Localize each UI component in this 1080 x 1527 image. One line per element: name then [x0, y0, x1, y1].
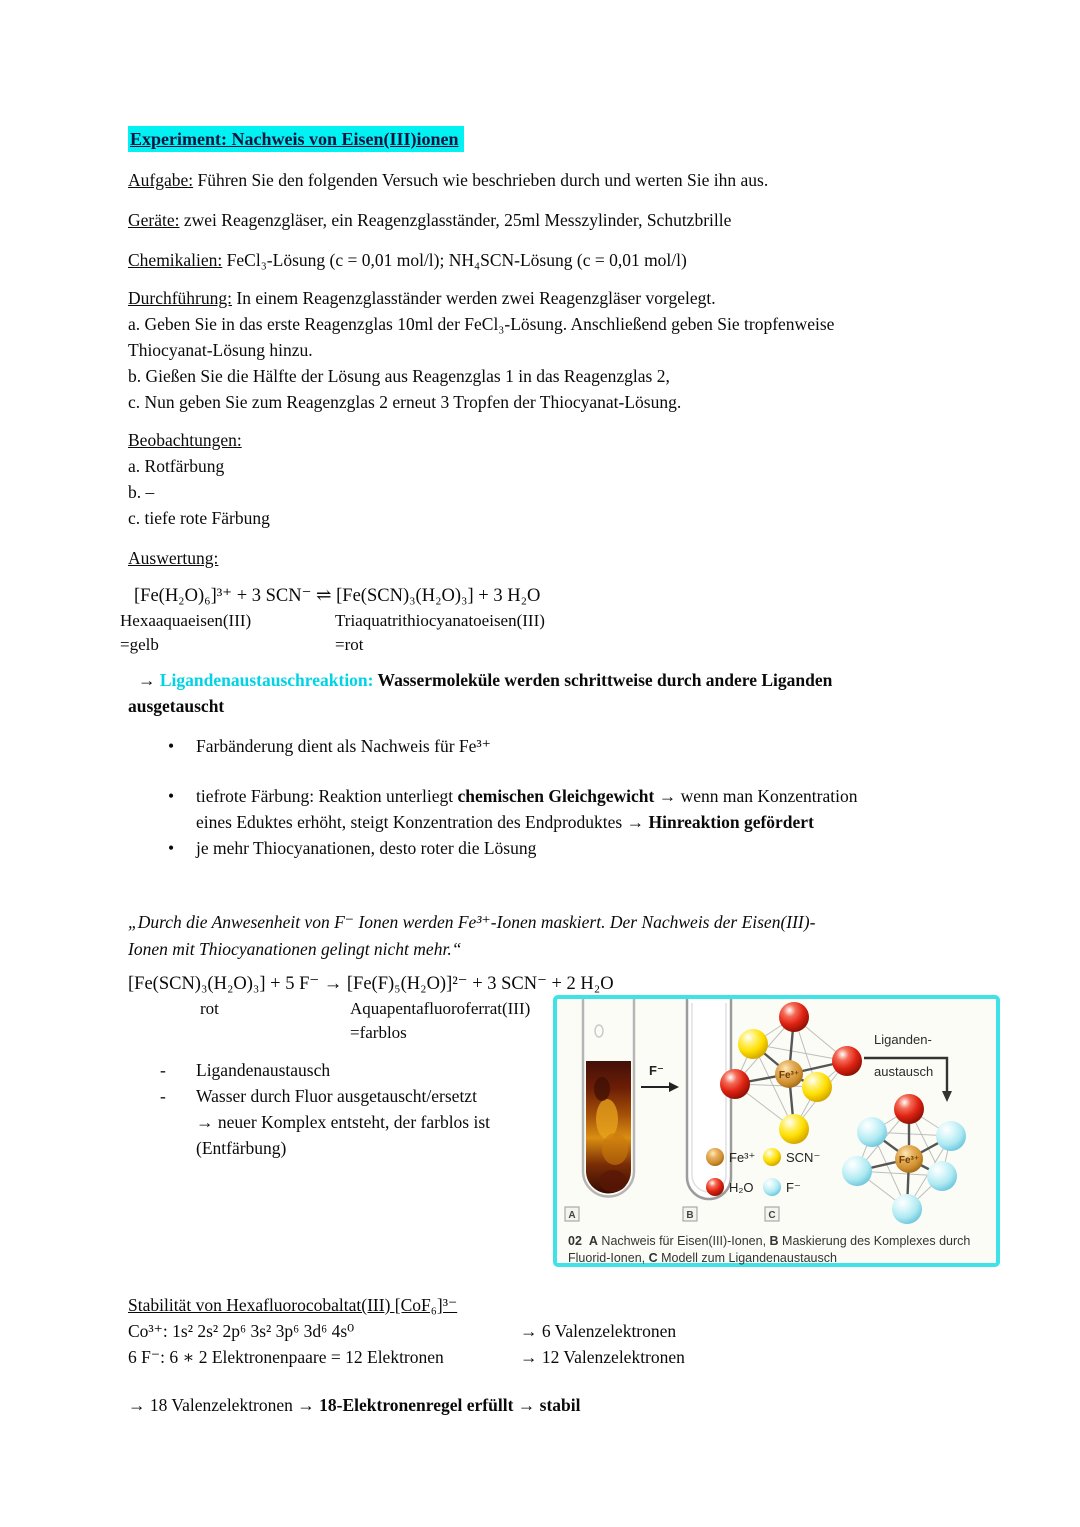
dash-icon: -	[160, 1060, 166, 1080]
geraete-text: zwei Reagenzgläser, ein Reagenzglasständer, 25ml Messzylinder, Schutzbrille	[179, 210, 732, 230]
quote-block	[128, 909, 988, 963]
legend-f-icon	[763, 1178, 781, 1196]
figure-caption-number: 02	[568, 1234, 582, 1248]
eq1-right-name: Triaquatrithiocyanatoeisen(III)	[335, 611, 545, 630]
equation-2: [Fe(SCN)₃(H₂O)₃] + 5 F⁻ → [Fe(F)₅(H₂O)]²⁻ + 3 SCN⁻ + 2 H₂O	[128, 974, 614, 994]
durchfuehrung-intro-text: In einem Reagenzglasständer werden zwei Reagenzgläser vorgelegt.	[232, 288, 716, 308]
panel-labels	[565, 1207, 779, 1221]
stability-co-config: Co³⁺: 1s² 2s² 2p⁶ 3s² 3p⁶ 3d⁶ 4s⁰	[128, 1321, 355, 1341]
chemikalien-label: Chemikalien:	[128, 250, 223, 270]
figure-caption-c-text: Modell zum Ligandenaustausch	[657, 1250, 837, 1265]
bullet-item-1	[128, 733, 988, 759]
durchfuehrung-step-c: c. Nun geben Sie zum Reagenzglas 2 erneut 3 Tropfen der Thiocyanat-Lösung.	[128, 392, 682, 412]
stability-header: Stabilität von Hexafluorocobaltat(III) [CoF₆]³⁻	[128, 1295, 458, 1315]
h2o-ball	[894, 1094, 924, 1124]
figure-caption-b-text: Maskierung des Komplexes durch Fluorid-	[568, 1234, 971, 1265]
dash-2-cont2: (Entfärbung)	[196, 1138, 287, 1158]
complex-model-fluoride	[842, 1094, 966, 1224]
beobachtungen-label: Beobachtungen:	[128, 430, 242, 450]
panel-label-c: C	[768, 1210, 776, 1221]
chemikalien-text: FeCl₃-Lösung (c = 0,01 mol/l); NH₄SCN-Lösung (c = 0,01 mol/l)	[222, 250, 687, 270]
fluoride-arrow	[641, 1063, 679, 1092]
fe-center-label: Fe³⁺	[898, 1155, 920, 1166]
eq1-right-color: =rot	[335, 635, 364, 654]
scn-ball	[802, 1072, 832, 1102]
liganden-rest: Wassermoleküle werden schrittweise durch andere Liganden	[373, 670, 833, 690]
bullet-2-bold1: chemischen Gleichgewicht	[457, 786, 655, 806]
dash-2-cont1: → neuer Komplex entsteht, der farblos ist	[196, 1112, 491, 1132]
geraete-line	[128, 207, 988, 233]
bullet-icon: •	[168, 838, 175, 858]
durchfuehrung-label: Durchführung:	[128, 288, 233, 308]
figure-caption	[557, 1232, 996, 1271]
panel-label-a: A	[568, 1210, 576, 1221]
f-ball	[892, 1194, 922, 1224]
figure-02-box	[553, 995, 1000, 1267]
bullet-2-line2: eines Eduktes erhöht, steigt Konzentration des Endproduktes	[196, 812, 627, 832]
scn-ball	[738, 1029, 768, 1059]
legend-scn-label: SCN⁻	[786, 1150, 821, 1165]
test-tube-b	[687, 999, 731, 1199]
bullet-item-3	[128, 835, 988, 861]
eq2-left-color: rot	[200, 999, 219, 1018]
bullet-icon: •	[168, 736, 175, 756]
quote-line-1: „Durch die Anwesenheit von F⁻ Ionen werden Fe³⁺-Ionen maskiert. Der Nachweis der Eisen(III)-	[128, 912, 816, 932]
ligand-exchange-label-1: Liganden-	[874, 1032, 932, 1047]
complex-model-scn	[720, 1002, 862, 1144]
ligand-exchange-label-2: austausch	[874, 1064, 934, 1079]
aufgabe-text: Führen Sie den folgenden Versuch wie beschrieben durch und werten Sie ihn aus.	[193, 170, 769, 190]
dash-1-text: Ligandenaustausch	[196, 1060, 331, 1080]
conclusion-mid: →	[513, 1395, 540, 1415]
dash-icon: -	[160, 1086, 166, 1106]
panel-label-b: B	[686, 1210, 694, 1221]
liganden-rest2: ausgetauscht	[128, 696, 225, 716]
legend-h2o-label: H₂O	[729, 1180, 754, 1195]
figure-caption-a: A	[588, 1234, 598, 1248]
f-ball	[936, 1121, 966, 1151]
f-ball	[842, 1156, 872, 1186]
stability-f-config: 6 F⁻: 6 ∗ 2 Elektronenpaare = 12 Elektronen	[128, 1347, 444, 1367]
eq1-left-name: Hexaaquaeisen(III)	[120, 611, 252, 630]
bullet-list	[128, 733, 988, 861]
f-ball	[857, 1117, 887, 1147]
h2o-ball	[832, 1046, 862, 1076]
aufgabe-line	[128, 167, 988, 193]
bullet-item-2-cont	[128, 809, 988, 835]
ligand-exchange-arrow	[864, 1032, 952, 1102]
bullet-3-text: je mehr Thiocyanationen, desto roter die Lösung	[196, 838, 537, 858]
fe-center-label: Fe³⁺	[778, 1070, 800, 1081]
bullet-2-pre: tiefrote Färbung: Reaktion unterliegt	[196, 786, 458, 806]
legend-f-label: F⁻	[786, 1180, 801, 1195]
page-title: Experiment: Nachweis von Eisen(III)ionen	[128, 126, 464, 152]
beobachtung-c: c. tiefe rote Färbung	[128, 508, 270, 528]
conclusion-bold1: 18-Elektronenregel erfüllt	[319, 1395, 514, 1415]
h2o-ball	[720, 1069, 750, 1099]
beobachtung-a: a. Rotfärbung	[128, 456, 225, 476]
durchfuehrung-section	[128, 285, 988, 415]
figure-caption-b-text2: Ionen,	[610, 1250, 649, 1265]
legend-fe-icon	[706, 1148, 724, 1166]
conclusion-line	[128, 1392, 988, 1418]
quote-line-2: Ionen mit Thiocyanationen gelingt nicht mehr.“	[128, 939, 462, 959]
legend-scn-icon	[763, 1148, 781, 1166]
conclusion-pre: → 18 Valenzelektronen →	[128, 1395, 320, 1415]
conclusion-bold2: stabil	[539, 1395, 581, 1415]
f-ball	[927, 1161, 957, 1191]
dash-2-text: Wasser durch Fluor ausgetauscht/ersetzt	[196, 1086, 477, 1106]
geraete-label: Geräte:	[128, 210, 180, 230]
bullet-2-bold2: → Hinreaktion gefördert	[626, 812, 814, 832]
fluoride-arrow-label: F⁻	[649, 1063, 664, 1078]
eq2-right-color: =farblos	[350, 1023, 407, 1042]
bullet-item-2	[128, 783, 988, 809]
figure-caption-a-text: Nachweis für Eisen(III)-Ionen,	[597, 1234, 770, 1248]
liganden-statement	[128, 667, 988, 719]
bullet-2-mid: → wenn man Konzentration	[654, 786, 858, 806]
stability-section	[128, 1292, 988, 1370]
legend-fe-label: Fe³⁺	[729, 1150, 756, 1165]
auswertung-label: Auswertung:	[128, 548, 219, 568]
test-tube-a	[583, 999, 634, 1197]
legend-h2o-icon	[706, 1178, 724, 1196]
figure-02-illustration	[557, 999, 994, 1227]
scn-ball	[779, 1114, 809, 1144]
equation-1-block	[120, 583, 988, 657]
bullet-icon: •	[168, 786, 175, 806]
aufgabe-label: Aufgabe:	[128, 170, 194, 190]
durchfuehrung-step-a: a. Geben Sie in das erste Reagenzglas 10ml der FeCl₃-Lösung. Anschließend geben Sie tropfenweise	[128, 314, 835, 334]
arrow-glyph: →	[138, 670, 160, 690]
liganden-term: Ligandenaustauschreaktion:	[159, 670, 374, 690]
bullet-1-text: Farbänderung dient als Nachweis für Fe³⁺	[196, 736, 491, 756]
equation-1: [Fe(H₂O)₆]³⁺ + 3 SCN⁻ ⇌ [Fe(SCN)₃(H₂O)₃] + 3 H₂O	[134, 586, 541, 606]
durchfuehrung-step-b: b. Gießen Sie die Hälfte der Lösung aus Reagenzglas 1 in das Reagenzglas 2,	[128, 366, 670, 386]
h2o-ball	[779, 1002, 809, 1032]
durchfuehrung-intro	[128, 285, 988, 311]
beobachtung-b: b. –	[128, 482, 155, 502]
stability-co-valence: → 6 Valenzelektronen	[520, 1321, 677, 1341]
durchfuehrung-step-a2: Thiocyanat-Lösung hinzu.	[128, 340, 313, 360]
stability-f-valence: → 12 Valenzelektronen	[520, 1347, 685, 1367]
beobachtungen-section	[128, 427, 988, 531]
figure-caption-c: C	[648, 1250, 658, 1265]
eq1-left-color: =gelb	[120, 635, 159, 654]
eq2-right-name: Aquapentafluoroferrat(III)	[350, 999, 531, 1018]
figure-caption-b: B	[769, 1234, 779, 1248]
chemikalien-line	[128, 247, 988, 273]
